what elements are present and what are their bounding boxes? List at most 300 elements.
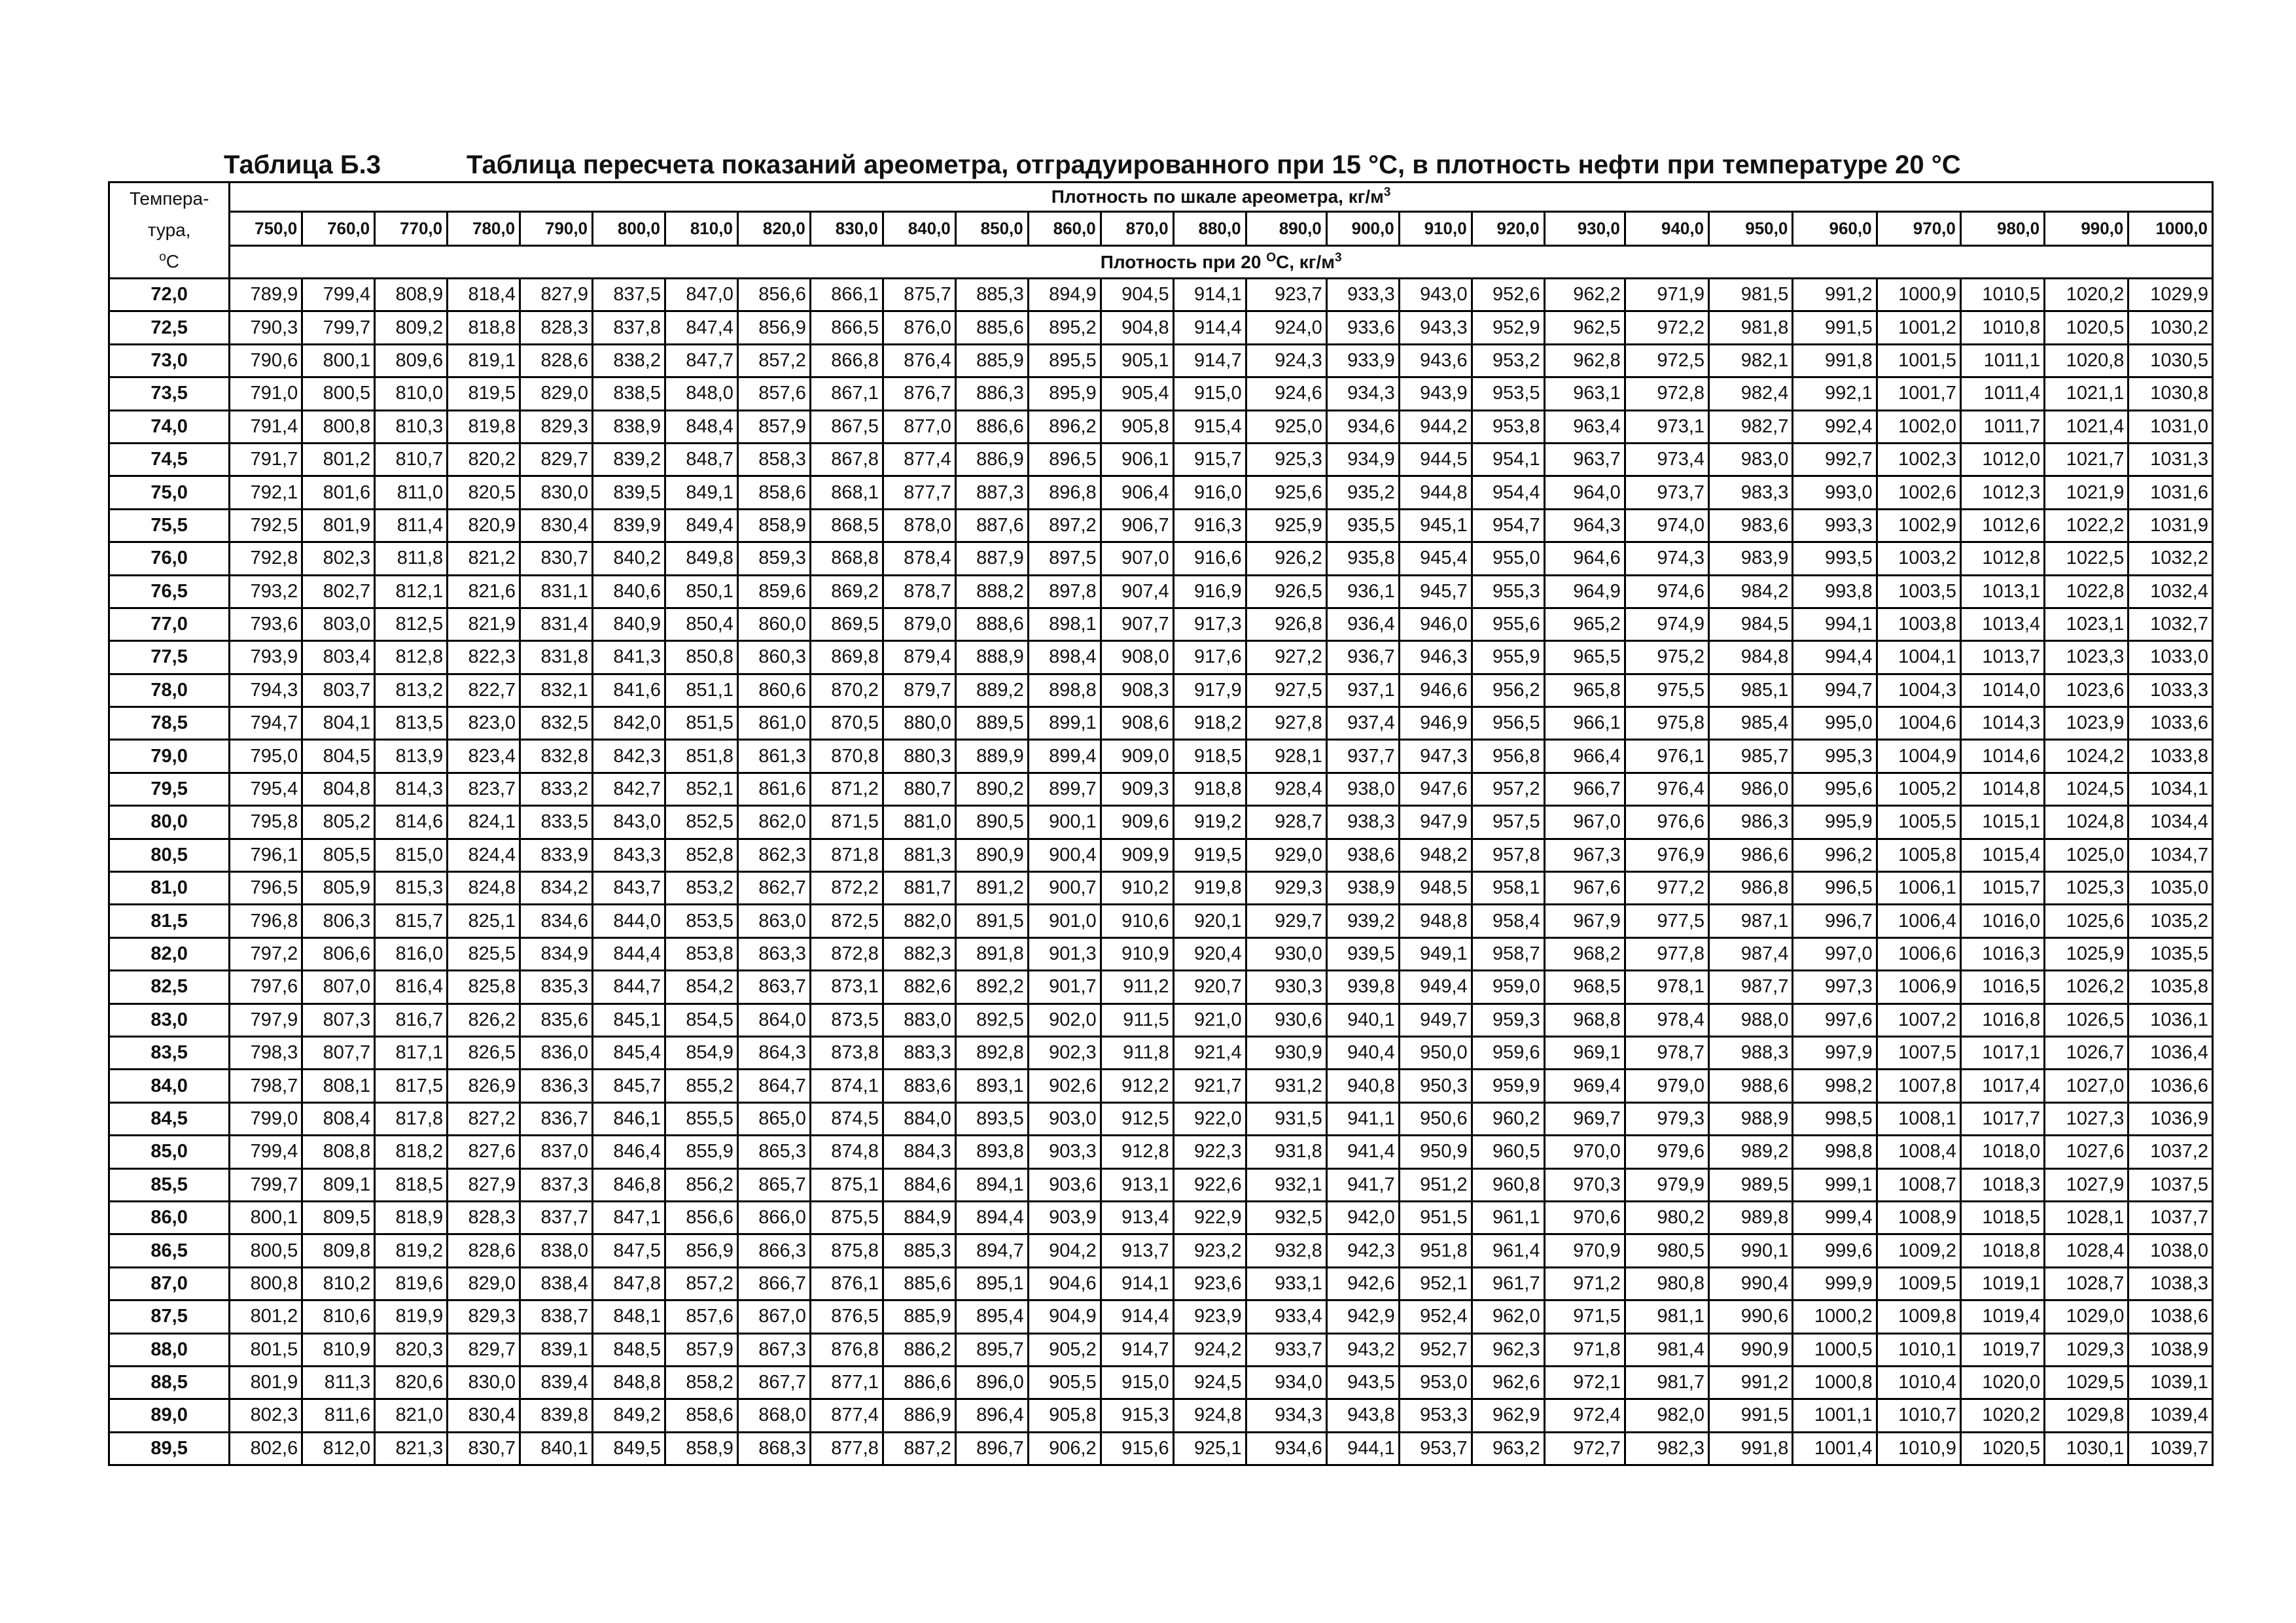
density-value-cell: 926,8 [1246,608,1326,640]
density-value-cell: 968,2 [1544,937,1625,970]
density-value-cell: 822,3 [448,641,520,674]
density-value-cell: 991,5 [1793,311,1877,344]
density-value-cell: 882,3 [883,937,955,970]
temperature-cell: 82,0 [109,937,230,970]
density-value-cell: 998,5 [1793,1102,1877,1135]
density-value-cell: 838,0 [520,1234,593,1267]
density-value-cell: 1032,7 [2128,608,2213,640]
density-value-cell: 961,1 [1472,1201,1544,1234]
density-value-cell: 977,5 [1625,905,1708,937]
density-value-cell: 951,2 [1399,1168,1472,1201]
density-value-cell: 941,1 [1326,1102,1399,1135]
density-value-cell: 811,6 [302,1399,375,1432]
density-value-cell: 962,5 [1544,311,1625,344]
density-value-cell: 941,7 [1326,1168,1399,1201]
density-value-cell: 1019,7 [1960,1333,2044,1366]
density-value-cell: 876,0 [883,311,955,344]
density-value-cell: 986,6 [1709,839,1793,871]
density-value-cell: 790,3 [230,311,302,344]
hydrometer-scale-header-text: Плотность по шкале ареометра, кг/м [1051,186,1384,207]
density-value-cell: 924,5 [1173,1366,1246,1399]
density-value-cell: 960,2 [1472,1102,1544,1135]
density-value-cell: 926,5 [1246,575,1326,608]
density-value-cell: 1012,3 [1960,476,2044,509]
density-value-cell: 973,4 [1625,443,1708,476]
density-value-cell: 957,2 [1472,773,1544,805]
density-value-cell: 1023,1 [2045,608,2128,640]
density-value-cell: 999,9 [1793,1267,1877,1300]
density-value-cell: 980,8 [1625,1267,1708,1300]
density-value-cell: 948,5 [1399,872,1472,905]
density-value-cell: 813,9 [375,740,448,773]
density-value-cell: 954,4 [1472,476,1544,509]
density-value-cell: 903,9 [1028,1201,1101,1234]
density-value-cell: 1021,1 [2045,377,2128,410]
density-value-cell: 839,9 [593,509,665,542]
density-value-cell: 866,5 [810,311,883,344]
density-value-cell: 909,9 [1101,839,1173,871]
density-value-cell: 937,7 [1326,740,1399,773]
density-value-cell: 1011,4 [1960,377,2044,410]
density-value-cell: 963,1 [1544,377,1625,410]
density-value-cell: 1006,6 [1877,937,1960,970]
density-value-cell: 1010,9 [1877,1432,1960,1465]
density-value-cell: 870,5 [810,707,883,740]
density-value-cell: 999,1 [1793,1168,1877,1201]
table-row [109,937,2213,970]
density-value-cell: 995,6 [1793,773,1877,805]
density-value-cell: 860,6 [737,674,810,707]
density-value-cell: 941,4 [1326,1136,1399,1168]
density-value-cell: 917,6 [1173,641,1246,674]
density-value-cell: 909,0 [1101,740,1173,773]
density-value-cell: 914,7 [1173,344,1246,377]
density-value-cell: 836,7 [520,1102,593,1135]
density-value-cell: 1009,5 [1877,1267,1960,1300]
density-value-cell: 929,0 [1246,839,1326,871]
density-value-cell: 849,5 [593,1432,665,1465]
density-value-cell: 923,7 [1246,279,1326,311]
density-value-cell: 806,6 [302,937,375,970]
density-value-cell: 848,0 [665,377,737,410]
table-row [109,839,2213,871]
density-value-cell: 950,0 [1399,1036,1472,1069]
density-value-cell: 957,8 [1472,839,1544,871]
density-value-cell: 943,5 [1326,1366,1399,1399]
density-value-cell: 992,7 [1793,443,1877,476]
density-value-cell: 1011,7 [1960,410,2044,443]
density-value-cell: 1020,5 [2045,311,2128,344]
density-value-cell: 925,0 [1246,410,1326,443]
density-value-cell: 799,0 [230,1102,302,1135]
density-value-cell: 866,3 [737,1234,810,1267]
table-row [109,1267,2213,1300]
density-value-cell: 883,0 [883,1003,955,1036]
density-value-cell: 920,1 [1173,905,1246,937]
density-value-cell: 1020,2 [2045,279,2128,311]
density-value-cell: 819,5 [448,377,520,410]
density-value-cell: 877,4 [883,443,955,476]
density-value-cell: 888,2 [955,575,1028,608]
density-value-cell: 889,2 [955,674,1028,707]
density-value-cell: 971,9 [1625,279,1708,311]
density-value-cell: 971,2 [1544,1267,1625,1300]
density-value-cell: 990,9 [1709,1333,1793,1366]
density-value-cell: 909,3 [1101,773,1173,805]
density-value-cell: 948,2 [1399,839,1472,871]
density-value-cell: 955,0 [1472,542,1544,575]
density-value-cell: 936,1 [1326,575,1399,608]
density-value-cell: 922,3 [1173,1136,1246,1168]
density-value-cell: 922,6 [1173,1168,1246,1201]
density-value-cell: 962,2 [1544,279,1625,311]
density-value-cell: 1028,7 [2045,1267,2128,1300]
density-value-cell: 861,3 [737,740,810,773]
density-value-cell: 970,6 [1544,1201,1625,1234]
density-value-cell: 938,6 [1326,839,1399,871]
density-value-cell: 895,4 [955,1300,1028,1333]
density-value-cell: 837,8 [593,311,665,344]
density-value-cell: 967,6 [1544,872,1625,905]
density-value-cell: 1002,0 [1877,410,1960,443]
density-value-cell: 969,7 [1544,1102,1625,1135]
density-value-cell: 930,3 [1246,971,1326,1003]
density-value-cell: 857,2 [737,344,810,377]
density-value-cell: 1025,9 [2045,937,2128,970]
density-value-cell: 1035,8 [2128,971,2213,1003]
density-value-cell: 1004,3 [1877,674,1960,707]
density-value-cell: 939,2 [1326,905,1399,937]
temperature-degree-sign: о [159,250,166,264]
density-value-cell: 809,6 [375,344,448,377]
table-row [109,311,2213,344]
density-value-cell: 800,5 [230,1234,302,1267]
density-value-cell: 899,7 [1028,773,1101,805]
density-value-cell: 942,9 [1326,1300,1399,1333]
density-value-cell: 896,5 [1028,443,1101,476]
scale-value-header: 910,0 [1399,212,1472,246]
density-value-cell: 875,1 [810,1168,883,1201]
density-value-cell: 811,4 [375,509,448,542]
density-value-cell: 914,7 [1101,1333,1173,1366]
density-value-cell: 899,1 [1028,707,1101,740]
density-value-cell: 950,6 [1399,1102,1472,1135]
temperature-cell: 76,0 [109,542,230,575]
temperature-cell: 78,5 [109,707,230,740]
density-value-cell: 1037,5 [2128,1168,2213,1201]
density-value-cell: 812,1 [375,575,448,608]
density-value-cell: 894,7 [955,1234,1028,1267]
density-value-cell: 836,3 [520,1070,593,1102]
density-value-cell: 856,9 [737,311,810,344]
density-value-cell: 1028,4 [2045,1234,2128,1267]
density-value-cell: 857,9 [665,1333,737,1366]
density-value-cell: 808,1 [302,1070,375,1102]
density-value-cell: 990,4 [1709,1267,1793,1300]
density-value-cell: 987,1 [1709,905,1793,937]
temperature-cell: 87,5 [109,1300,230,1333]
density-value-cell: 833,2 [520,773,593,805]
density-value-cell: 919,2 [1173,806,1246,839]
density-value-cell: 855,5 [665,1102,737,1135]
density-value-cell: 969,4 [1544,1070,1625,1102]
density-value-cell: 906,4 [1101,476,1173,509]
density-value-cell: 839,8 [520,1399,593,1432]
density-value-cell: 1005,8 [1877,839,1960,871]
density-value-cell: 908,3 [1101,674,1173,707]
density-value-cell: 1005,2 [1877,773,1960,805]
density-value-cell: 837,7 [520,1201,593,1234]
density-value-cell: 992,4 [1793,410,1877,443]
density-value-cell: 904,2 [1028,1234,1101,1267]
density-value-cell: 912,8 [1101,1136,1173,1168]
density-value-cell: 869,8 [810,641,883,674]
table-row [109,707,2213,740]
density-value-cell: 905,8 [1101,410,1173,443]
density-value-cell: 934,6 [1326,410,1399,443]
table-title: Таблица пересчета показаний ареометра, отградуированного при 15 °C, в плотность нефти при температуре 20 °C [467,150,1961,179]
density-value-cell: 821,2 [448,542,520,575]
density-value-cell: 986,3 [1709,806,1793,839]
density-value-cell: 931,2 [1246,1070,1326,1102]
density-value-cell: 897,8 [1028,575,1101,608]
density-value-cell: 992,1 [1793,377,1877,410]
density-value-cell: 913,4 [1101,1201,1173,1234]
density-value-cell: 910,9 [1101,937,1173,970]
temperature-cell: 84,0 [109,1070,230,1102]
scale-value-header: 810,0 [665,212,737,246]
density-value-cell: 968,5 [1544,971,1625,1003]
temperature-cell: 77,5 [109,641,230,674]
density-value-cell: 1038,3 [2128,1267,2213,1300]
temperature-header-line-2: тура, [147,220,191,240]
density-value-cell: 884,6 [883,1168,955,1201]
density-value-cell: 829,3 [520,410,593,443]
density-value-cell: 914,1 [1101,1267,1173,1300]
density-value-cell: 844,0 [593,905,665,937]
density-value-cell: 875,8 [810,1234,883,1267]
table-row [109,279,2213,311]
density-value-cell: 936,4 [1326,608,1399,640]
density-value-cell: 802,3 [230,1399,302,1432]
table-row [109,443,2213,476]
temperature-cell: 73,5 [109,377,230,410]
density-value-cell: 1034,4 [2128,806,2213,839]
density-value-cell: 905,1 [1101,344,1173,377]
density-value-cell: 800,8 [230,1267,302,1300]
density-value-cell: 919,8 [1173,872,1246,905]
density-value-cell: 822,7 [448,674,520,707]
density-value-cell: 895,5 [1028,344,1101,377]
density-value-cell: 1023,6 [2045,674,2128,707]
density-value-cell: 997,3 [1793,971,1877,1003]
density-value-cell: 946,6 [1399,674,1472,707]
density-value-cell: 838,7 [520,1300,593,1333]
density-value-cell: 1035,2 [2128,905,2213,937]
hydrometer-scale-header-exponent: 3 [1383,185,1391,200]
density-value-cell: 942,6 [1326,1267,1399,1300]
density-value-cell: 879,7 [883,674,955,707]
density-value-cell: 981,7 [1625,1366,1708,1399]
scale-value-header: 750,0 [230,212,302,246]
density-value-cell: 818,2 [375,1136,448,1168]
density-value-cell: 1021,4 [2045,410,2128,443]
density-value-cell: 940,8 [1326,1070,1399,1102]
density-value-cell: 807,3 [302,1003,375,1036]
density-value-cell: 868,3 [737,1432,810,1465]
density-value-cell: 882,6 [883,971,955,1003]
density-value-cell: 961,4 [1472,1234,1544,1267]
scale-value-header: 990,0 [2045,212,2128,246]
density-value-cell: 982,7 [1709,410,1793,443]
density-value-cell: 824,4 [448,839,520,871]
density-value-cell: 835,6 [520,1003,593,1036]
density-value-cell: 891,2 [955,872,1028,905]
scale-value-header: 980,0 [1960,212,2044,246]
density-value-cell: 983,3 [1709,476,1793,509]
density-value-cell: 1030,8 [2128,377,2213,410]
density-value-cell: 817,5 [375,1070,448,1102]
density-value-cell: 862,7 [737,872,810,905]
density-value-cell: 962,0 [1472,1300,1544,1333]
density-value-cell: 943,6 [1399,344,1472,377]
density-value-cell: 852,5 [665,806,737,839]
density-value-cell: 886,6 [955,410,1028,443]
density-value-cell: 916,6 [1173,542,1246,575]
density-value-cell: 856,6 [737,279,810,311]
scale-value-header: 760,0 [302,212,375,246]
density-value-cell: 1013,4 [1960,608,2044,640]
table-row [109,806,2213,839]
density-value-cell: 837,3 [520,1168,593,1201]
scale-value-header: 820,0 [737,212,810,246]
density-value-cell: 921,7 [1173,1070,1246,1102]
density-value-cell: 818,8 [448,311,520,344]
density-value-cell: 825,8 [448,971,520,1003]
density-value-cell: 826,9 [448,1070,520,1102]
density-value-cell: 1008,1 [1877,1102,1960,1135]
density-value-cell: 892,2 [955,971,1028,1003]
density-value-cell: 1014,8 [1960,773,2044,805]
density-header-suffix: С, кг/м [1276,251,1335,272]
density-value-cell: 1001,1 [1793,1399,1877,1432]
density-value-cell: 914,1 [1173,279,1246,311]
scale-value-header: 870,0 [1101,212,1173,246]
density-value-cell: 1007,8 [1877,1070,1960,1102]
density-value-cell: 800,8 [302,410,375,443]
density-value-cell: 958,7 [1472,937,1544,970]
temperature-cell: 88,0 [109,1333,230,1366]
density-value-cell: 900,7 [1028,872,1101,905]
density-value-cell: 845,7 [593,1070,665,1102]
density-value-cell: 987,4 [1709,937,1793,970]
density-value-cell: 858,3 [737,443,810,476]
density-value-cell: 805,2 [302,806,375,839]
density-value-cell: 918,2 [1173,707,1246,740]
density-value-cell: 898,8 [1028,674,1101,707]
density-value-cell: 814,6 [375,806,448,839]
density-value-cell: 1039,7 [2128,1432,2213,1465]
density-value-cell: 847,1 [593,1201,665,1234]
density-value-cell: 830,4 [520,509,593,542]
density-value-cell: 849,4 [665,509,737,542]
density-value-cell: 953,7 [1399,1432,1472,1465]
density-value-cell: 891,5 [955,905,1028,937]
temperature-cell: 85,5 [109,1168,230,1201]
density-value-cell: 803,4 [302,641,375,674]
density-value-cell: 831,4 [520,608,593,640]
density-value-cell: 1016,5 [1960,971,2044,1003]
density-value-cell: 962,8 [1544,344,1625,377]
temperature-cell: 84,5 [109,1102,230,1135]
density-value-cell: 917,9 [1173,674,1246,707]
density-value-cell: 856,6 [665,1201,737,1234]
density-value-cell: 874,8 [810,1136,883,1168]
density-value-cell: 987,7 [1709,971,1793,1003]
density-value-cell: 839,2 [593,443,665,476]
density-value-cell: 855,2 [665,1070,737,1102]
scale-value-header: 950,0 [1709,212,1793,246]
density-value-cell: 1037,2 [2128,1136,2213,1168]
density-value-cell: 898,4 [1028,641,1101,674]
density-value-cell: 868,1 [810,476,883,509]
density-value-cell: 795,4 [230,773,302,805]
density-value-cell: 1025,3 [2045,872,2128,905]
density-value-cell: 880,7 [883,773,955,805]
table-row [109,608,2213,640]
density-value-cell: 809,2 [375,311,448,344]
density-value-cell: 976,6 [1625,806,1708,839]
density-value-cell: 1032,2 [2128,542,2213,575]
density-value-cell: 830,7 [448,1432,520,1465]
density-value-cell: 896,8 [1028,476,1101,509]
density-value-cell: 963,7 [1544,443,1625,476]
density-value-cell: 831,1 [520,575,593,608]
density-value-cell: 846,8 [593,1168,665,1201]
density-value-cell: 842,0 [593,707,665,740]
density-value-cell: 939,5 [1326,937,1399,970]
density-value-cell: 993,3 [1793,509,1877,542]
density-value-cell: 793,9 [230,641,302,674]
density-value-cell: 802,3 [302,542,375,575]
density-value-cell: 842,7 [593,773,665,805]
density-value-cell: 886,9 [883,1399,955,1432]
density-value-cell: 901,0 [1028,905,1101,937]
density-value-cell: 858,6 [737,476,810,509]
density-value-cell: 952,4 [1399,1300,1472,1333]
density-value-cell: 866,0 [737,1201,810,1234]
density-value-cell: 1000,5 [1793,1333,1877,1366]
density-value-cell: 808,4 [302,1102,375,1135]
density-value-cell: 978,7 [1625,1036,1708,1069]
density-value-cell: 887,9 [955,542,1028,575]
density-value-cell: 1038,6 [2128,1300,2213,1333]
density-value-cell: 1010,7 [1877,1399,1960,1432]
scale-value-header: 790,0 [520,212,593,246]
density-value-cell: 985,7 [1709,740,1793,773]
density-value-cell: 981,8 [1709,311,1793,344]
density-value-cell: 827,9 [448,1168,520,1201]
density-value-cell: 884,0 [883,1102,955,1135]
density-value-cell: 981,4 [1625,1333,1708,1366]
density-value-cell: 900,1 [1028,806,1101,839]
density-value-cell: 908,0 [1101,641,1173,674]
density-value-cell: 867,3 [737,1333,810,1366]
density-value-cell: 996,5 [1793,872,1877,905]
density-value-cell: 886,2 [883,1333,955,1366]
density-value-cell: 1038,0 [2128,1234,2213,1267]
density-value-cell: 868,8 [810,542,883,575]
